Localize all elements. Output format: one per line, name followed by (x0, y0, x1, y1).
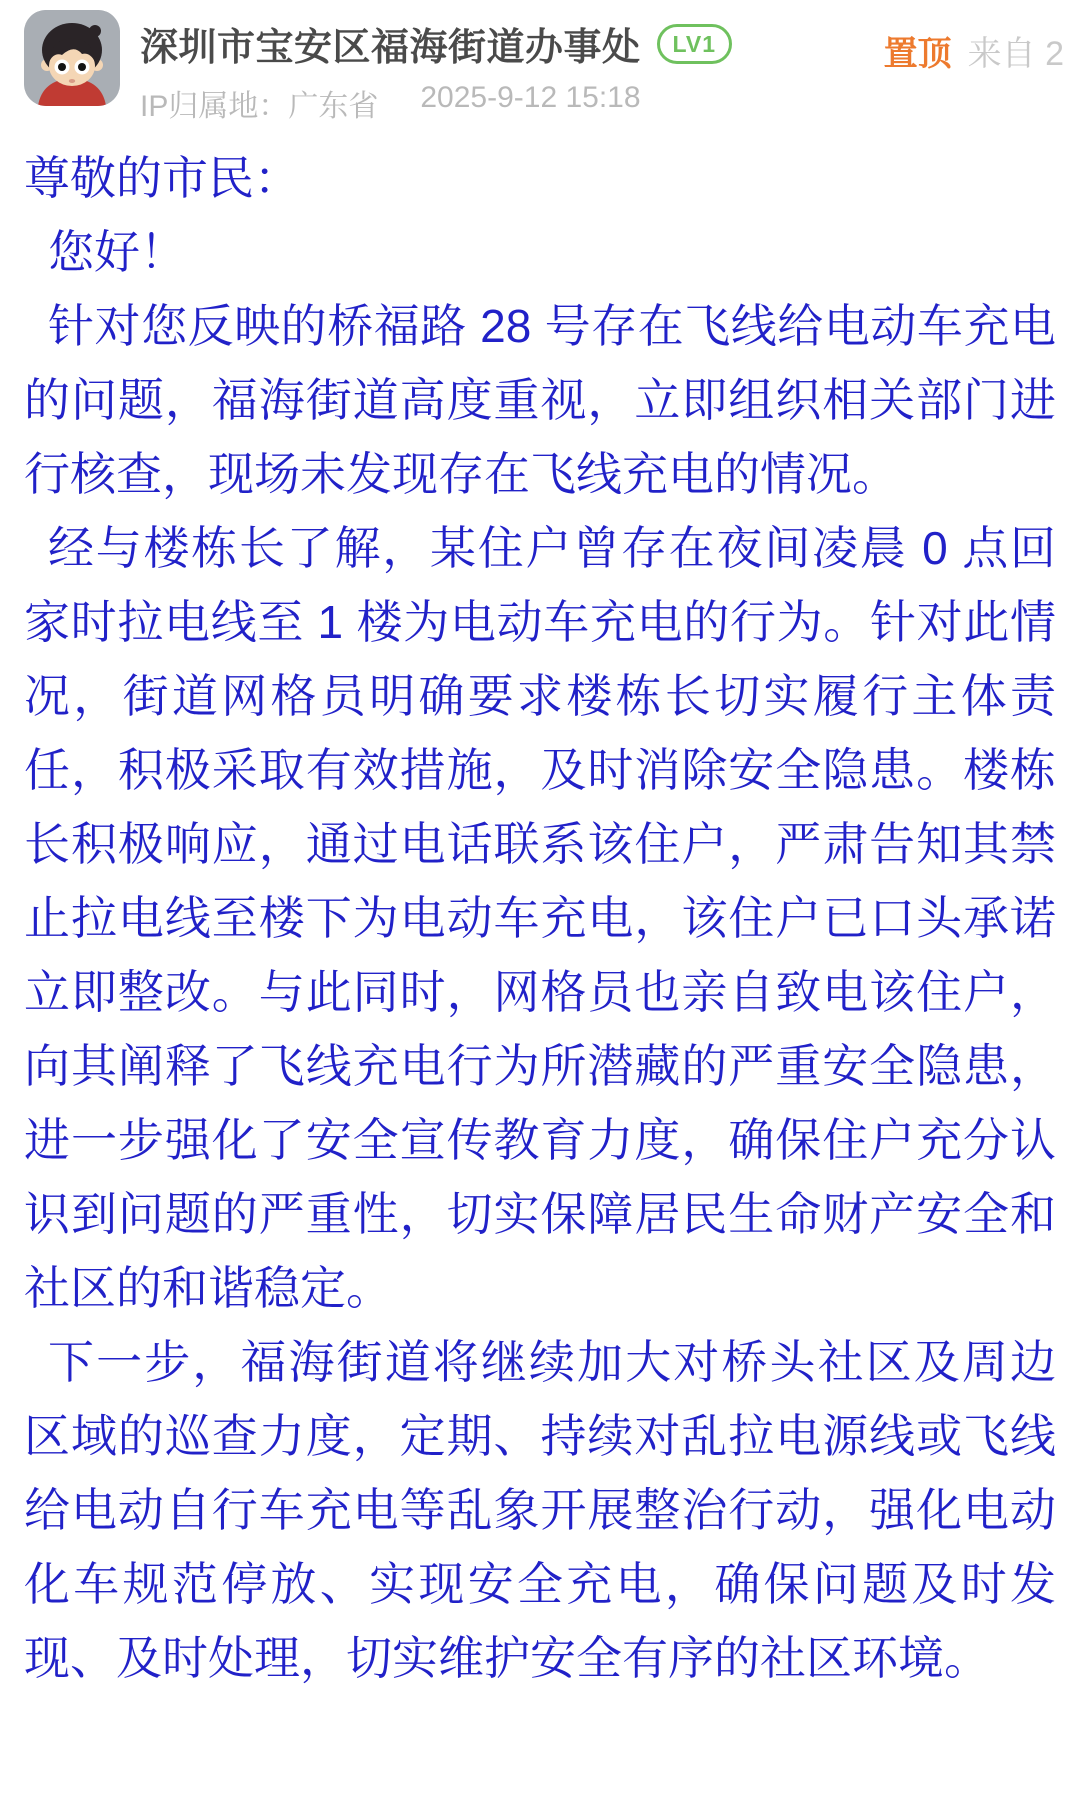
ip-location-label: IP归属地：广东省 (140, 90, 379, 123)
header-main (140, 10, 732, 125)
timestamp: 2025-9-12 15:18 (420, 81, 641, 114)
username[interactable]: 深圳市宝安区福海街道办事处 (140, 27, 641, 69)
post-body (24, 141, 1056, 1695)
cartoon-person-avatar-image (24, 10, 120, 106)
avatar[interactable] (24, 10, 120, 106)
post-meta (140, 81, 732, 125)
level-badge: LV1 (657, 24, 732, 64)
body-paragraph-greeting: 您好！ (48, 226, 186, 278)
body-paragraph-2: 经与楼栋长了解，某住户曾存在夜间凌晨 0 点回家时拉电线至 1 楼为电动车充电的行为。针对此情况，街道网格员明确要求楼栋长切实履行主体责任，积极采取有效措施，及时消除安全隐患。楼栋长积极响应，通过电话联系该住户，严肃告知其禁止拉电线至楼下为电动车充电，该住户已口头承诺立即整改。与此同时，网格员也亲自致电该住户，向其阐释了飞线充电行为所潜藏的严重安全隐患，进一步强化了安全宣传教育力度，确保住户充分认识到问题的严重性，切实保障居民生命财产安全和社区的和谐稳定。 (24, 522, 1056, 1314)
post-source-link[interactable]: 来自 2 (967, 35, 1064, 73)
body-paragraph-1: 针对您反映的桥福路 28 号存在飞线给电动车充电的问题，福海街道高度重视，立即组织相关部门进行核查，现场未发现存在飞线充电的情况。 (24, 300, 1056, 500)
body-paragraph-3: 下一步，福海街道将继续加大对桥头社区及周边区域的巡查力度，定期、持续对乱拉电源线或飞线给电动自行车充电等乱象开展整治行动，强化电动化车规范停放、实现安全充电，确保问题及时发现、及时处理，切实维护安全有序的社区环境。 (24, 1336, 1056, 1684)
name-row (140, 16, 732, 71)
post-header (0, 0, 1080, 125)
pinned-badge: 置顶 (883, 35, 952, 73)
header-right (884, 26, 1064, 75)
body-paragraph-salutation: 尊敬的市民： (24, 152, 300, 204)
